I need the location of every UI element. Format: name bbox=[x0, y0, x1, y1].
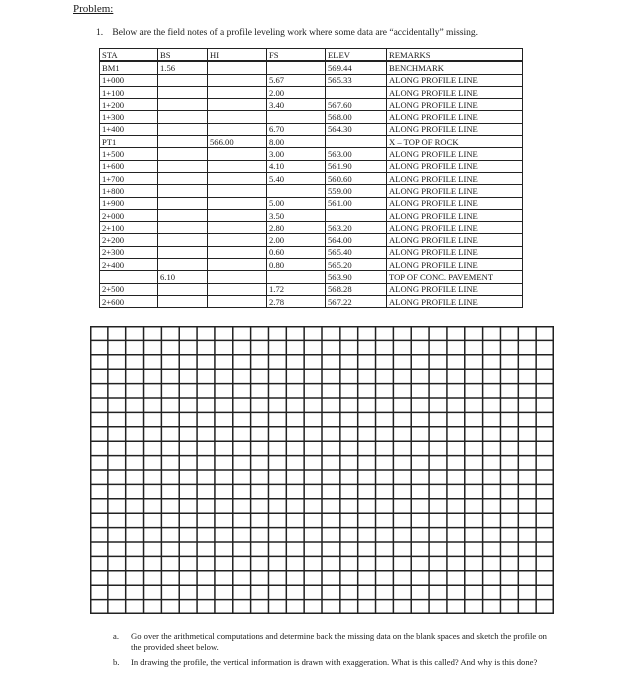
cell-remarks: ALONG PROFILE LINE bbox=[387, 111, 523, 123]
cell-bs bbox=[158, 197, 208, 209]
question-number: 1. bbox=[96, 28, 104, 38]
instruction-a-label: a. bbox=[113, 631, 119, 641]
cell-sta: 2+100 bbox=[100, 222, 158, 234]
cell-hi bbox=[208, 86, 267, 98]
table-row bbox=[100, 148, 523, 160]
cell-bs bbox=[158, 136, 208, 148]
instruction-b-label: b. bbox=[113, 657, 120, 667]
cell-sta: 1+300 bbox=[100, 111, 158, 123]
cell-sta: 2+500 bbox=[100, 283, 158, 295]
cell-bs bbox=[158, 259, 208, 271]
cell-fs: 2.78 bbox=[267, 295, 326, 307]
cell-remarks: TOP OF CONC. PAVEMENT bbox=[387, 271, 523, 283]
cell-hi bbox=[208, 123, 267, 135]
cell-fs: 3.50 bbox=[267, 209, 326, 221]
table-row bbox=[100, 209, 523, 221]
cell-fs: 6.70 bbox=[267, 123, 326, 135]
cell-bs bbox=[158, 234, 208, 246]
cell-remarks: ALONG PROFILE LINE bbox=[387, 283, 523, 295]
cell-elev bbox=[326, 136, 387, 148]
cell-fs: 3.00 bbox=[267, 148, 326, 160]
cell-elev: 564.30 bbox=[326, 123, 387, 135]
table-row bbox=[100, 283, 523, 295]
cell-hi bbox=[208, 259, 267, 271]
cell-remarks: ALONG PROFILE LINE bbox=[387, 172, 523, 184]
table-row bbox=[100, 172, 523, 184]
cell-bs bbox=[158, 123, 208, 135]
header-bs: BS bbox=[158, 49, 208, 62]
instruction-b bbox=[113, 657, 553, 668]
table-row bbox=[100, 111, 523, 123]
instruction-a bbox=[113, 631, 553, 653]
cell-fs: 2.00 bbox=[267, 86, 326, 98]
cell-elev bbox=[326, 209, 387, 221]
header-sta: STA bbox=[100, 49, 158, 62]
cell-elev bbox=[326, 86, 387, 98]
cell-fs bbox=[267, 271, 326, 283]
cell-remarks: ALONG PROFILE LINE bbox=[387, 86, 523, 98]
cell-sta: 1+600 bbox=[100, 160, 158, 172]
cell-remarks: ALONG PROFILE LINE bbox=[387, 259, 523, 271]
cell-elev: 568.00 bbox=[326, 111, 387, 123]
cell-bs bbox=[158, 111, 208, 123]
table-row bbox=[100, 160, 523, 172]
cell-elev: 561.00 bbox=[326, 197, 387, 209]
cell-fs: 1.72 bbox=[267, 283, 326, 295]
cell-sta: PT1 bbox=[100, 136, 158, 148]
table-row bbox=[100, 185, 523, 197]
cell-fs: 4.10 bbox=[267, 160, 326, 172]
cell-bs bbox=[158, 246, 208, 258]
table-row bbox=[100, 123, 523, 135]
cell-remarks: ALONG PROFILE LINE bbox=[387, 160, 523, 172]
cell-remarks: ALONG PROFILE LINE bbox=[387, 74, 523, 86]
cell-sta: 1+100 bbox=[100, 86, 158, 98]
cell-hi bbox=[208, 111, 267, 123]
page-heading: Problem: bbox=[73, 3, 114, 15]
cell-hi bbox=[208, 185, 267, 197]
cell-sta: 1+900 bbox=[100, 197, 158, 209]
question-1 bbox=[96, 28, 478, 38]
cell-sta bbox=[100, 271, 158, 283]
cell-elev: 563.90 bbox=[326, 271, 387, 283]
cell-hi bbox=[208, 74, 267, 86]
cell-hi bbox=[208, 209, 267, 221]
table-row bbox=[100, 246, 523, 258]
cell-bs: 6.10 bbox=[158, 271, 208, 283]
table-row bbox=[100, 74, 523, 86]
cell-bs bbox=[158, 148, 208, 160]
cell-bs bbox=[158, 209, 208, 221]
cell-elev: 559.00 bbox=[326, 185, 387, 197]
cell-remarks: ALONG PROFILE LINE bbox=[387, 185, 523, 197]
cell-bs bbox=[158, 99, 208, 111]
cell-hi bbox=[208, 246, 267, 258]
cell-sta: 2+200 bbox=[100, 234, 158, 246]
question-text: Below are the field notes of a profile leveling work where some data are “accidentally” missing. bbox=[112, 28, 478, 38]
cell-hi bbox=[208, 99, 267, 111]
cell-fs bbox=[267, 185, 326, 197]
cell-remarks: ALONG PROFILE LINE bbox=[387, 99, 523, 111]
field-notes-table bbox=[99, 48, 523, 308]
cell-fs: 2.00 bbox=[267, 234, 326, 246]
cell-hi bbox=[208, 148, 267, 160]
cell-sta: 1+700 bbox=[100, 172, 158, 184]
cell-elev: 569.44 bbox=[326, 61, 387, 74]
cell-sta: 2+300 bbox=[100, 246, 158, 258]
cell-hi bbox=[208, 222, 267, 234]
cell-remarks: ALONG PROFILE LINE bbox=[387, 246, 523, 258]
cell-fs: 3.40 bbox=[267, 99, 326, 111]
cell-bs bbox=[158, 185, 208, 197]
cell-remarks: BENCHMARK bbox=[387, 61, 523, 74]
cell-remarks: ALONG PROFILE LINE bbox=[387, 209, 523, 221]
cell-remarks: X – TOP OF ROCK bbox=[387, 136, 523, 148]
cell-sta: 1+500 bbox=[100, 148, 158, 160]
table-row bbox=[100, 197, 523, 209]
header-remarks: REMARKS bbox=[387, 49, 523, 62]
profile-grid bbox=[90, 326, 554, 614]
header-elev: ELEV bbox=[326, 49, 387, 62]
cell-fs: 2.80 bbox=[267, 222, 326, 234]
cell-elev: 565.33 bbox=[326, 74, 387, 86]
table-row bbox=[100, 259, 523, 271]
cell-bs bbox=[158, 283, 208, 295]
table-row bbox=[100, 86, 523, 98]
table-body bbox=[100, 61, 523, 307]
cell-hi bbox=[208, 172, 267, 184]
cell-fs: 0.80 bbox=[267, 259, 326, 271]
cell-hi bbox=[208, 283, 267, 295]
cell-fs bbox=[267, 61, 326, 74]
table-row bbox=[100, 234, 523, 246]
cell-fs: 8.00 bbox=[267, 136, 326, 148]
cell-hi bbox=[208, 197, 267, 209]
cell-bs bbox=[158, 160, 208, 172]
cell-sta: 1+200 bbox=[100, 99, 158, 111]
cell-hi bbox=[208, 271, 267, 283]
cell-sta: 2+400 bbox=[100, 259, 158, 271]
cell-sta: 1+400 bbox=[100, 123, 158, 135]
table-row bbox=[100, 271, 523, 283]
cell-remarks: ALONG PROFILE LINE bbox=[387, 148, 523, 160]
cell-hi: 566.00 bbox=[208, 136, 267, 148]
cell-bs bbox=[158, 222, 208, 234]
cell-hi bbox=[208, 234, 267, 246]
table-row bbox=[100, 136, 523, 148]
profile-grid-sheet bbox=[90, 326, 554, 614]
cell-bs bbox=[158, 172, 208, 184]
cell-fs: 5.40 bbox=[267, 172, 326, 184]
cell-elev: 563.20 bbox=[326, 222, 387, 234]
cell-remarks: ALONG PROFILE LINE bbox=[387, 197, 523, 209]
cell-elev: 567.22 bbox=[326, 295, 387, 307]
table-header-row bbox=[100, 49, 523, 62]
cell-sta: 2+000 bbox=[100, 209, 158, 221]
cell-sta: 2+600 bbox=[100, 295, 158, 307]
cell-hi bbox=[208, 61, 267, 74]
cell-remarks: ALONG PROFILE LINE bbox=[387, 234, 523, 246]
header-fs: FS bbox=[267, 49, 326, 62]
cell-remarks: ALONG PROFILE LINE bbox=[387, 295, 523, 307]
cell-bs bbox=[158, 74, 208, 86]
instruction-b-text: In drawing the profile, the vertical information is drawn with exaggeration. What is this called? And why is this done? bbox=[131, 657, 538, 667]
cell-remarks: ALONG PROFILE LINE bbox=[387, 123, 523, 135]
cell-elev: 565.40 bbox=[326, 246, 387, 258]
cell-elev: 565.20 bbox=[326, 259, 387, 271]
cell-elev: 560.60 bbox=[326, 172, 387, 184]
cell-bs bbox=[158, 295, 208, 307]
cell-fs bbox=[267, 111, 326, 123]
cell-sta: 1+800 bbox=[100, 185, 158, 197]
cell-fs: 0.60 bbox=[267, 246, 326, 258]
cell-elev: 568.28 bbox=[326, 283, 387, 295]
cell-fs: 5.67 bbox=[267, 74, 326, 86]
cell-elev: 563.00 bbox=[326, 148, 387, 160]
cell-hi bbox=[208, 160, 267, 172]
cell-bs: 1.56 bbox=[158, 61, 208, 74]
table-row bbox=[100, 222, 523, 234]
cell-sta: BM1 bbox=[100, 61, 158, 74]
cell-hi bbox=[208, 295, 267, 307]
instruction-a-text: Go over the arithmetical computations and determine back the missing data on the blank spaces and sketch the profile on the provided sheet below. bbox=[131, 631, 547, 652]
cell-fs: 5.00 bbox=[267, 197, 326, 209]
header-hi: HI bbox=[208, 49, 267, 62]
table-row bbox=[100, 295, 523, 307]
table-row bbox=[100, 61, 523, 74]
cell-elev: 567.60 bbox=[326, 99, 387, 111]
cell-sta: 1+000 bbox=[100, 74, 158, 86]
table-row bbox=[100, 99, 523, 111]
cell-elev: 561.90 bbox=[326, 160, 387, 172]
cell-elev: 564.00 bbox=[326, 234, 387, 246]
cell-bs bbox=[158, 86, 208, 98]
cell-remarks: ALONG PROFILE LINE bbox=[387, 222, 523, 234]
